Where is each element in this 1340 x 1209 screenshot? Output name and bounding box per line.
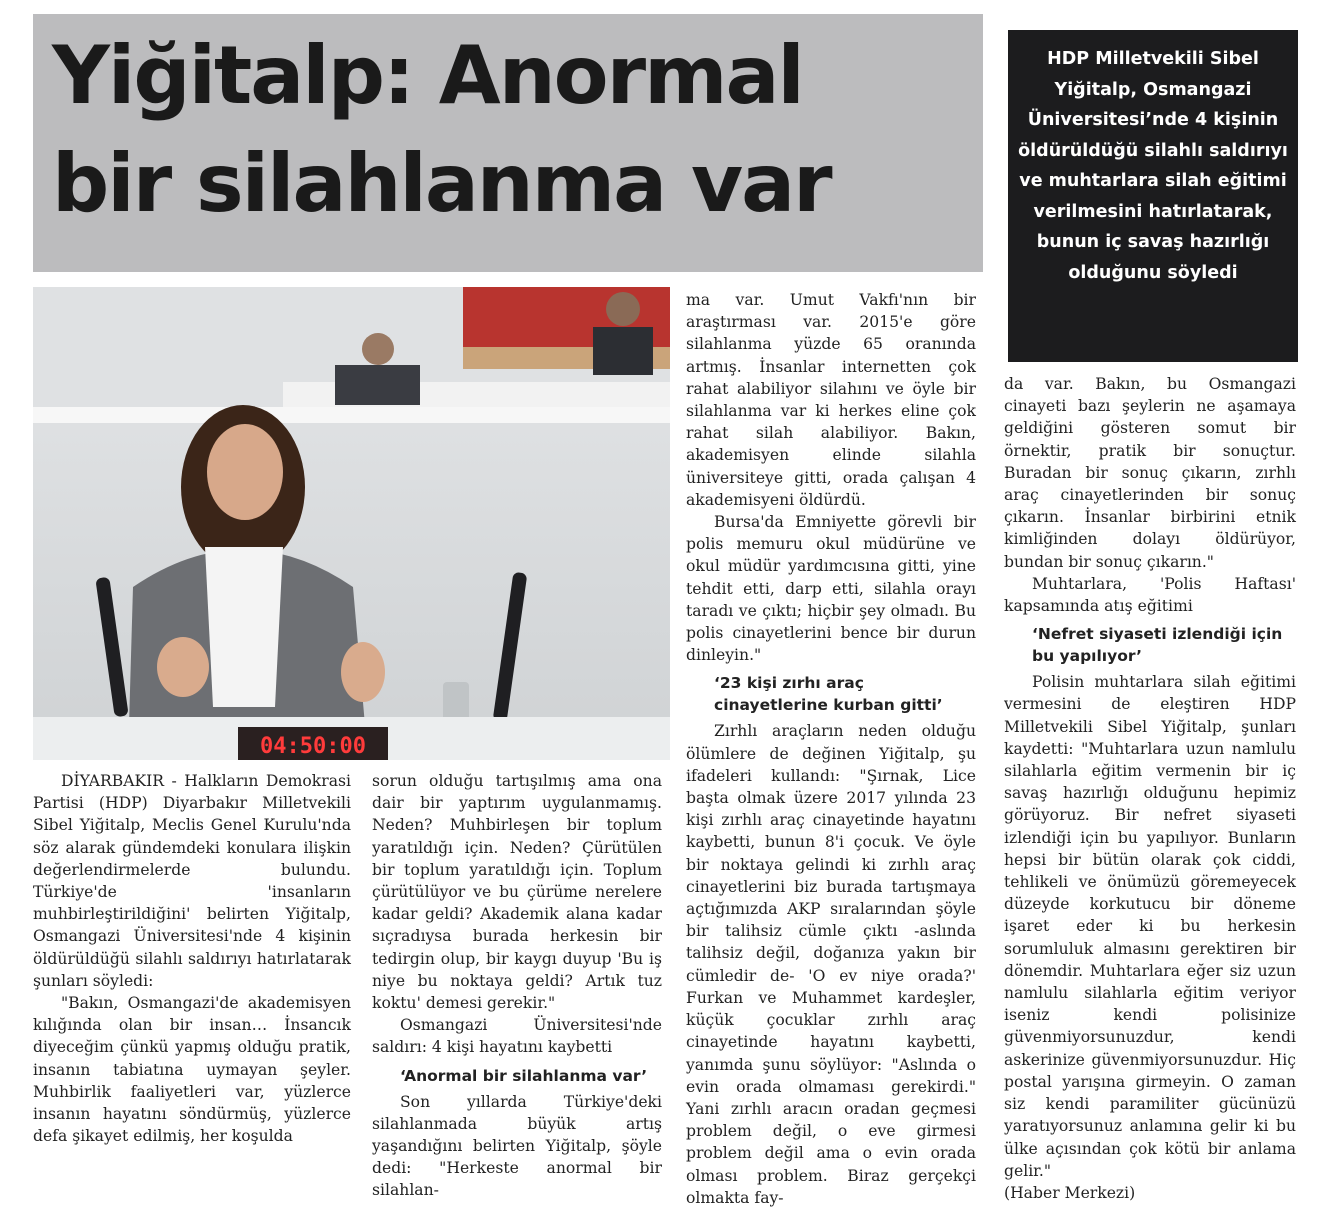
col4-subhead: ‘Nefret siyaseti izlendiği için bu yapılıyor’ [1032, 625, 1283, 666]
byline: (Haber Merkezi) [1004, 1183, 1136, 1202]
parliament-photo [33, 287, 670, 760]
col2-paragraph: Osmangazi Üniversitesi'nde saldırı: 4 kişi hayatını kaybetti [372, 1016, 662, 1057]
background-person-head [362, 333, 394, 365]
article-column-3 [686, 289, 976, 1209]
col4-paragraph: Muhtarlara, 'Polis Haftası' kapsamında atış eğitimi [1004, 574, 1296, 616]
background-person-head [606, 292, 640, 326]
col3-subhead: ‘23 kişi zırhı araç cinayetlerine kurban gitti’ [714, 674, 943, 715]
speaker-face [207, 424, 283, 520]
col4-paragraph: Polisin muhtarlara silah eğitimi vermesini de eleştiren HDP Milletvekili Sibel Yiğitalp, şunları kaydetti: "Muhtarlara uzun namlulu silahlarla eğitim vermenin bir iç savaş hazırlığı olduğunu hepimiz görüyoruz. Bir nefret siyaseti izlendiği için bu yapılıyor. Bunların hepsi bir bütün olarak çok ciddi, tehlikeli ve önümüzü göremeyecek düzeyde korkutucu bir döneme işaret eder ki bu herkesin sorumluluk almasını gerektiren bir dönemdir. Muhtarlara eğer siz uzun namlulu silahlarla eğitim veriyor iseniz kendi polisinize güvenmiyorsunuzdur, kendi askerinize güvenmiyorsunuzdur. Hiç postal yarışına girmeyin. O zaman siz kendi paramiliter gücünüzü yaratıyorsunuz anlamına gelir ki bu ülke açısından çok kötü bir anlama gelir." [1004, 673, 1296, 1180]
article-column-4 [1004, 373, 1296, 1204]
col2-paragraph: Son yıllarda Türkiye'deki silahlanmada büyük artış yaşandığını belirten Yiğitalp, şöyle dedi: "Herkeste anormal bir silahlan- [372, 1092, 662, 1200]
article-photo [33, 287, 670, 760]
headline: Yiğitalp: Anormal bir silahlanma var [52, 29, 831, 230]
col3-paragraph: ma var. Umut Vakfı'nın bir araştırması var. 2015'e göre silahlanma yüzde 65 oranında artmış. İnsanlar internetten çok rahat alabiliyor silahını ve öyle bir silahlanma var ki herkes eline çok rahat silah alabiliyor. Bakın, akademisyen elinde silahla üniversiteye gitti, orada çalışan 4 akademisyeni öldürdü. [686, 291, 976, 509]
summary-box [1008, 30, 1298, 362]
col1-paragraph: DİYARBAKIR - Halkların Demokrasi Partisi (HDP) Diyarbakır Milletvekili Sibel Yiğitalp, Meclis Genel Kurulu'nda söz alarak gündemdeki konulara ilişkin değerlendirmelerde bulundu. Türkiye'de 'insanların muhbirleştirildiğini' belirten Yiğitalp, Osmangazi Üniversitesi'nde 4 kişinin öldürüldüğü silahlı saldırıyı hatırlatarak şunları söyledi: [33, 772, 351, 990]
article-column-2 [372, 770, 662, 1202]
col2-subhead: ‘Anormal bir silahlanma var’ [400, 1066, 648, 1085]
col2-paragraph: sorun olduğu tartışılmış ama ona dair bir yaptırım uygulanmamış. Neden? Muhbirleşen bir toplum yaratıldığı için. Neden? Çürütülen bir toplum yaratıldığı için. Toplum çürütülüyor ve bu çürüme nerelere kadar geldi? Akademik alana kadar sıçradıysa burada herkesin bir tedirgin olup, bir kaygı duyup 'Bu iş niye bu noktaya geldi? Artık tuz koktu' demesi gerekir." [372, 772, 662, 1013]
col3-paragraph: Zırhlı araçların neden olduğu ölümlere de değinen Yiğitalp, şu ifadeleri kullandı: "Şırnak, Lice başta olmak üzere 2017 yılında 23 kişi zırhlı araç cinayetinde hayatını kaybetti, bunun 8'i çocuk. Ve öyle bir noktaya gelindi ki zırhlı araç cinayetlerini biz burada tartışmaya açtığımızda AKP sıralarından şöyle bir talihsiz cümle çıktı -aslında talihsiz değil, doğanıza yakın bir cümledir de- 'O ev niye orada?' Furkan ve Muhammet kardeşler, küçük çocuklar zırhlı araç cinayetinde hayatını kaybetti, yanımda şunu söylüyor: "Aslında o evin orada olmaması gerekirdi." Yani zırhlı aracın oradan geçmesi problem değil, o eve girmesi problem değil ama o evin orada olması problem. Biraz gerçekçi olmakta fay- [686, 722, 976, 1207]
summary-text: HDP Milletvekili Sibel Yiğitalp, Osmangazi Üniversitesi’nde 4 kişinin öldürüldüğü silahlı saldırıyı ve muhtarlara silah eğitimi verilmesini hatırlatarak, bunun iç savaş hazırlığı olduğunu söyledi [1018, 49, 1288, 283]
col1-paragraph: "Bakın, Osmangazi'de akademisyen kılığında olan bir insan… İnsancık diyeceğim çünkü yapmış olduğu pratik, insanın tabiatına uymayan şeyler. Muhbirlik faaliyetleri var, yüzlerce insanın hayatını söndürmüş, yüzlerce defa şikayet edilmiş, her koşulda [33, 994, 351, 1146]
col3-paragraph: Bursa'da Emniyette görevli bir polis memuru okul müdürüne ve okul müdür yardımcısına gitti, yine tehdit etti, darp etti, silahla orayı taradı ve çıktı; hiçbir şey olmadı. Bu polis cinayetlerini bence bir durun dinleyin." [686, 513, 976, 665]
col4-paragraph: da var. Bakın, bu Osmangazi cinayeti bazı şeylerin ne aşamaya geldiğini gösteren somut bir örnektir, pratik bir sonuçtur. Buradan bir sonuç çıkarın, zırhlı araç cinayetlerinden bir sonuç çıkarın. İnsanlar birbirini etnik kimliğinden dolayı öldürüyor, bundan bir sonuç çıkarın." [1004, 375, 1296, 571]
clock-display: 04:50:00 [260, 734, 366, 759]
article-column-1 [33, 770, 351, 1147]
